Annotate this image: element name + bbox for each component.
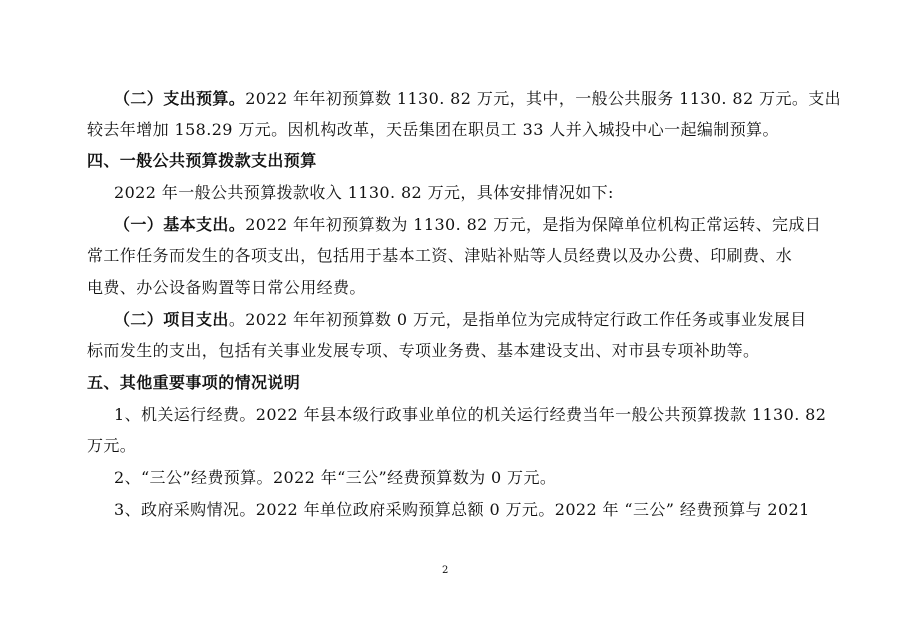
paragraph-three-public-budget: 2、“三公”经费预算。2022 年“三公”经费预算数为 0 万元。: [114, 468, 557, 487]
paragraph-basic-expenditure-line1: [114, 214, 821, 236]
paragraph-text: 2022 年年初预算数为 1130. 82 万元，是指为保障单位机构正常运转、完成日: [245, 215, 822, 234]
section-heading-4: 四、一般公共预算拨款支出预算: [87, 151, 317, 170]
paragraph-appropriation-income: 2022 年一般公共预算拨款收入 1130. 82 万元，具体安排情况如下:: [114, 183, 614, 202]
paragraph-basic-expenditure-line2: 常工作任务而发生的各项支出，包括用于基本工资、津贴补贴等人员经费以及办公费、印刷费、水: [87, 246, 793, 265]
section-heading-5: 五、其他重要事项的情况说明: [87, 373, 301, 392]
paragraph-operating-cost-line2: 万元。: [87, 436, 137, 455]
bold-lead: （二）项目支出: [114, 310, 229, 329]
paragraph-text: 。2022 年年初预算数 0 万元，是指单位为完成特定行政工作任务或事业发展目: [228, 310, 807, 329]
paragraph-expenditure-budget-line2: 较去年增加 158.29 万元。因机构改革，天岳集团在职员工 33 人并入城投中心一起编制预算。: [87, 120, 779, 139]
paragraph-expenditure-budget-line1: [114, 88, 841, 110]
paragraph-basic-expenditure-line3: 电费、办公设备购置等日常公用经费。: [87, 278, 366, 297]
paragraph-procurement: 3、政府采购情况。2022 年单位政府采购预算总额 0 万元。2022 年 “三公” 经费预算与 2021: [114, 500, 810, 519]
bold-lead: （二）支出预算。: [114, 89, 246, 108]
paragraph-operating-cost-line1: 1、机关运行经费。2022 年县本级行政事业单位的机关运行经费当年一般公共预算拨款 1130. 82: [114, 405, 827, 424]
paragraph-project-expenditure-line1: [114, 309, 807, 331]
paragraph-project-expenditure-line2: 标而发生的支出，包括有关事业发展专项、专项业务费、基本建设支出、对市县专项补助等。: [87, 341, 760, 360]
paragraph-text: 2022 年年初预算数 1130. 82 万元，其中，一般公共服务 1130. 82 万元。支出: [245, 89, 842, 108]
bold-lead: （一）基本支出。: [114, 215, 246, 234]
page-number: 2: [442, 565, 449, 576]
